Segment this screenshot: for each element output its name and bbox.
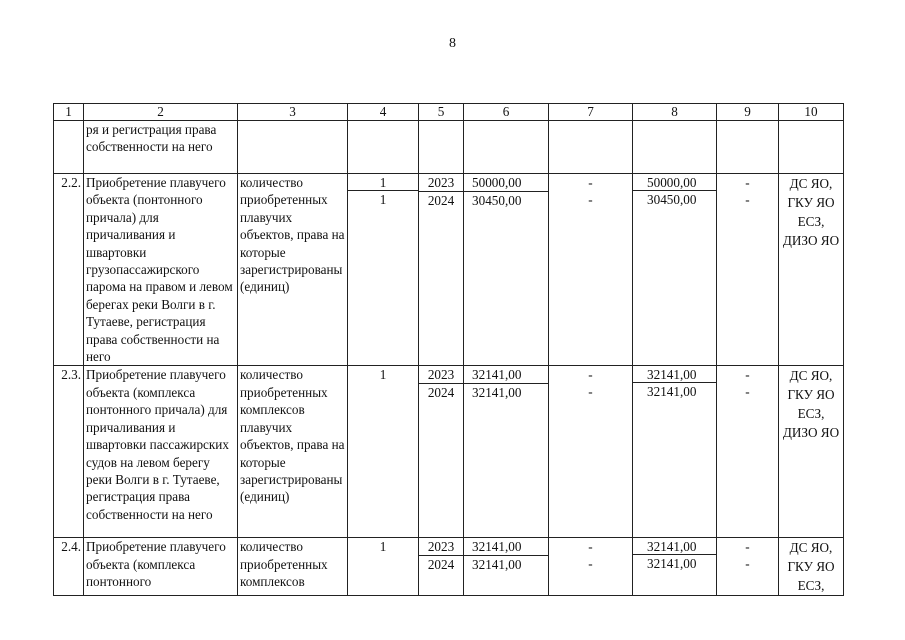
table-row (54, 366, 844, 538)
c9-value: - (745, 539, 750, 555)
year: 2023 (419, 174, 463, 192)
header-row (54, 104, 844, 121)
qty-cell (348, 538, 419, 596)
c8-value: 32141,00 (647, 384, 697, 400)
col-header: 6 (464, 104, 549, 121)
table-row (54, 538, 844, 596)
row-number: 2.2. (54, 174, 84, 366)
c7-value: - (588, 192, 593, 207)
measure-name: Приобретение плавучего объекта (комплекса понтонного (84, 538, 238, 596)
c7-value: - (588, 539, 593, 555)
qty-value: 1 (379, 367, 387, 383)
c8-value: 30450,00 (647, 192, 697, 207)
table-row (54, 121, 844, 174)
qty-value: 1 (379, 539, 387, 555)
year: 2023 (419, 538, 463, 556)
total-amount: 32141,00 (472, 385, 522, 401)
c9-value: - (745, 192, 750, 207)
qty-value: 1 (379, 192, 387, 207)
c7-value: - (588, 384, 593, 400)
col-header: 7 (549, 104, 633, 121)
responsible-executors: ДС ЯО, ГКУ ЯО ЕСЗ, ДИЗО ЯО (779, 366, 844, 538)
table-row (54, 174, 844, 366)
col-header: 9 (717, 104, 779, 121)
measure-name: ря и регистрация права собственности на него (84, 121, 238, 174)
total-amount: 50000,00 (464, 174, 548, 192)
col-header: 4 (348, 104, 419, 121)
page-number: 8 (449, 36, 456, 51)
qty-cell (348, 174, 419, 366)
measure-name: Приобретение плавучего объекта (комплекса понтонного причала) для причаливания и швартовки пассажирских судов на левом берегу реки Волги в г. Тутаеве, регистрация права собственности на него (84, 366, 238, 538)
total-amount: 32141,00 (464, 538, 548, 556)
year: 2024 (427, 385, 455, 401)
responsible-executors: ДС ЯО, ГКУ ЯО ЕСЗ, ДИЗО ЯО (779, 174, 844, 366)
col-header: 3 (238, 104, 348, 121)
c7-value: - (588, 556, 593, 572)
year: 2024 (427, 193, 455, 208)
total-amount: 30450,00 (472, 193, 522, 208)
c8-value: 32141,00 (633, 366, 716, 383)
col-header: 1 (54, 104, 84, 121)
indicator-name: количество приобретенных комплексов плавучих объектов, права на которые зарегистрированы (единиц) (238, 366, 348, 538)
c9-value: - (745, 384, 750, 400)
total-amount: 32141,00 (472, 557, 522, 573)
c8-value: 32141,00 (633, 538, 716, 555)
c7-value: - (588, 175, 593, 190)
c8-value: 32141,00 (647, 556, 697, 572)
qty-cell (348, 366, 419, 538)
c9-value: - (745, 556, 750, 572)
indicator-name: количество приобретенных комплексов (238, 538, 348, 596)
year: 2024 (427, 557, 455, 573)
col-header: 8 (633, 104, 717, 121)
c7-value: - (588, 367, 593, 383)
program-table (53, 103, 844, 596)
qty-value: 1 (348, 174, 418, 191)
c8-value: 50000,00 (633, 174, 716, 191)
row-number (54, 121, 84, 174)
responsible-executors: ДС ЯО, ГКУ ЯО ЕСЗ, (779, 538, 844, 596)
row-number: 2.3. (54, 366, 84, 538)
year: 2023 (419, 366, 463, 384)
c9-value: - (745, 367, 750, 383)
measure-name: Приобретение плавучего объекта (понтонного причала) для причаливания и швартовки грузопассажирского парома на правом и левом берегах реки Волги в г. Тутаеве, регистрация права собственности на него (84, 174, 238, 366)
row-number: 2.4. (54, 538, 84, 596)
indicator-name: количество приобретенных плавучих объектов, права на которые зарегистрированы (единиц) (238, 174, 348, 366)
col-header: 2 (84, 104, 238, 121)
c9-value: - (745, 175, 750, 190)
col-header: 5 (419, 104, 464, 121)
col-header: 10 (779, 104, 844, 121)
total-amount: 32141,00 (464, 366, 548, 384)
